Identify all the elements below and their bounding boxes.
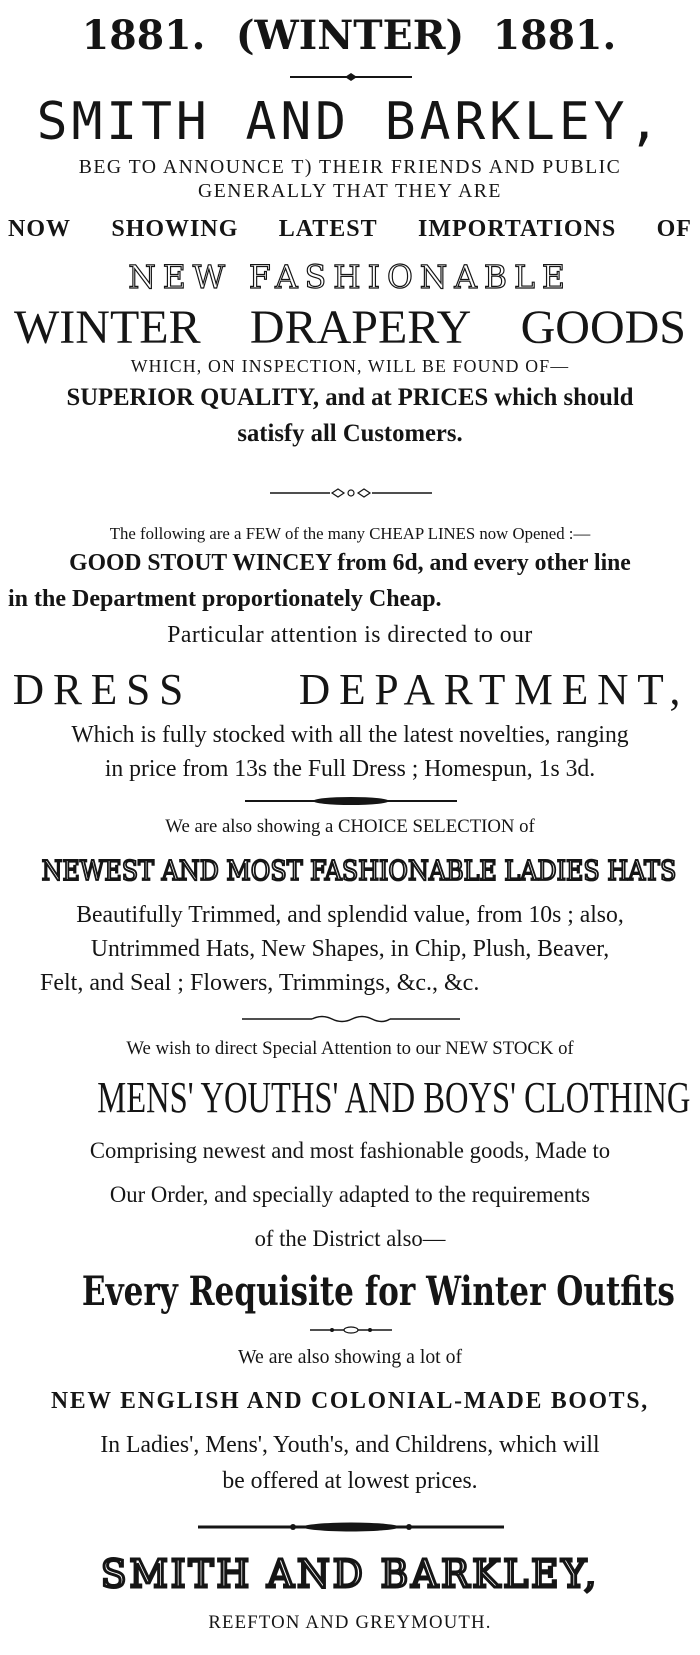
clothing-headline: MENS' YOUTHS' AND BOYS' CLOTHING: [97, 1073, 691, 1122]
footer-location: REEFTON AND GREYMOUTH.: [208, 1612, 492, 1633]
season-label: (WINTER): [235, 12, 465, 59]
dress-line-1: Which is fully stocked with all the latest novelties, ranging: [71, 722, 629, 748]
customers-line: satisfy all Customers.: [237, 420, 463, 447]
attention-line: Particular attention is directed to our: [167, 622, 533, 648]
header-year-line: [5, 12, 695, 59]
hats-headline: NEWEST AND MOST FASHIONABLE LADIES HATS: [41, 856, 677, 887]
clothing-line-3: of the District also—: [254, 1226, 446, 1251]
department-line: in the Department proportionately Cheap.: [8, 586, 442, 612]
dress-department-heading: [5, 664, 695, 714]
firm-title: [5, 92, 695, 152]
importations-line: [8, 216, 692, 243]
announce-line-1: BEG TO ANNOUNCE T) THEIR FRIENDS AND PUBLIC: [78, 156, 622, 178]
firm-title-text: SMITH AND BARKLEY,: [36, 92, 664, 152]
year-right: 1881.: [492, 12, 617, 59]
divider-ornament: [198, 1522, 504, 1532]
word: SHOWING: [111, 216, 239, 242]
word: DRAPERY: [249, 301, 472, 354]
word: WINTER: [14, 301, 201, 354]
dress-word: DRESS: [12, 665, 193, 714]
department-word: DEPARTMENT,: [298, 665, 690, 714]
hats-line-1: Beautifully Trimmed, and splendid value, from 10s ; also,: [76, 902, 624, 928]
word: IMPORTATIONS: [418, 216, 617, 242]
new-fashionable: NEW FASHIONABLE: [128, 258, 572, 296]
clothing-line-2: Our Order, and specially adapted to the requirements: [109, 1182, 591, 1207]
inspection-line: WHICH, ON INSPECTION, WILL BE FOUND OF—: [130, 356, 570, 376]
word: OF: [656, 216, 692, 242]
boots-headline: NEW ENGLISH AND COLONIAL-MADE BOOTS,: [51, 1388, 649, 1414]
divider-ornament: [310, 1326, 392, 1334]
dress-line-2: in price from 13s the Full Dress ; Homespun, 1s 3d.: [104, 756, 596, 782]
word: GOODS: [520, 301, 686, 354]
word: LATEST: [278, 216, 378, 242]
winter-drapery-goods: [14, 300, 686, 355]
announce-line-2: GENERALLY THAT THEY ARE: [198, 180, 502, 202]
cheap-lines-intro: The following are a FEW of the many CHEAP LINES now Opened :—: [109, 524, 591, 543]
footer-firm: SMITH AND BARKLEY,: [100, 1552, 600, 1596]
divider-ornament: [290, 73, 412, 81]
hats-line-2: Untrimmed Hats, New Shapes, in Chip, Plush, Beaver,: [90, 936, 610, 962]
divider-ornament: [245, 796, 457, 806]
boots-line-1: In Ladies', Mens', Youth's, and Childrens, which will: [100, 1432, 600, 1458]
hats-line-3: Felt, and Seal ; Flowers, Trimmings, &c., &c.: [40, 970, 480, 996]
divider-ornament: [242, 1014, 460, 1024]
quality-line: SUPERIOR QUALITY, and at PRICES which should: [66, 384, 634, 411]
word: NOW: [8, 216, 71, 242]
divider-ornament: [270, 488, 432, 498]
hats-intro: We are also showing a CHOICE SELECTION of: [165, 816, 535, 837]
clothing-line-1: Comprising newest and most fashionable goods, Made to: [89, 1138, 611, 1163]
wincey-line: GOOD STOUT WINCEY from 6d, and every other line: [69, 550, 631, 576]
clothing-intro: We wish to direct Special Attention to our NEW STOCK of: [126, 1038, 574, 1059]
year-left: 1881.: [81, 12, 206, 59]
outfits-headline: Every Requisite for Winter Outfits: [81, 1268, 675, 1315]
boots-intro: We are also showing a lot of: [237, 1346, 463, 1368]
boots-line-2: be offered at lowest prices.: [222, 1468, 478, 1494]
